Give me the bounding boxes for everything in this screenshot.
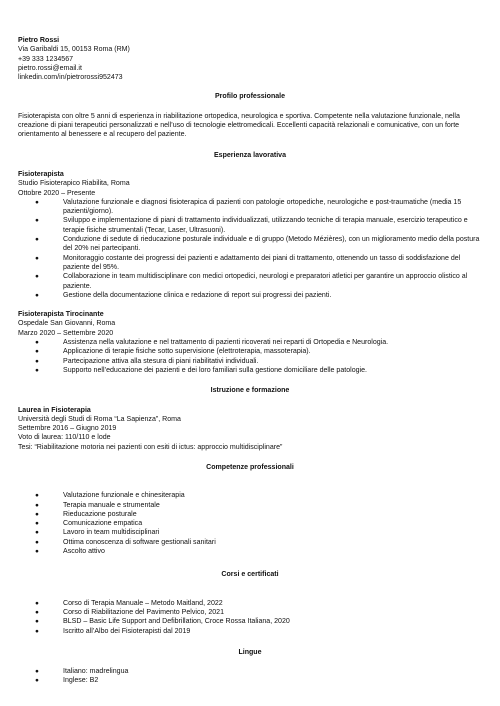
languages-list [18, 667, 482, 686]
job-organization: Studio Fisioterapico Riabilita, Roma [18, 180, 130, 188]
section-title-profile: Profilo professionale [214, 93, 286, 101]
spacer [18, 482, 482, 491]
contact-phone: +39 333 1234567 [18, 55, 74, 63]
list-item: ● Corso di Riabilitazione del Pavimento Pelvico, 2021 [35, 608, 482, 617]
education-grade: Voto di laurea: 110/110 e lode [18, 434, 111, 442]
list-item: ● Assistenza nella valutazione e nel trattamento di pazienti ricoverati nei reparti di Ortopedia e Neurologia. [35, 338, 482, 347]
job-period: Ottobre 2020 – Presente [18, 189, 96, 197]
job-entry [18, 170, 482, 300]
job-bullet-list [18, 198, 482, 300]
list-item: ● Rieducazione posturale [35, 510, 482, 519]
list-item: ● Gestione della documentazione clinica e redazione di report sui progressi dei pazienti. [35, 291, 482, 300]
job-period: Marzo 2020 – Settembre 2020 [18, 329, 114, 337]
job-role: Fisioterapista Tirocinante [18, 311, 104, 319]
education-entry [18, 406, 482, 452]
skills-list [18, 491, 482, 556]
list-item: ● Valutazione funzionale e chinesiterapia [35, 491, 482, 500]
education-school: Università degli Studi di Roma “La Sapienza”, Roma [18, 415, 181, 423]
section-title-experience: Esperienza lavorativa [213, 151, 287, 159]
list-item: ● Partecipazione attiva alla stesura di piani riabilitativi individuali. [35, 357, 482, 366]
job-role: Fisioterapista [18, 170, 64, 178]
list-item: ● Applicazione di terapie fisiche sotto supervisione (elettroterapia, massoterapia). [35, 347, 482, 356]
list-item: ● Terapia manuale e strumentale [35, 501, 482, 510]
contact-block [18, 36, 482, 82]
education-period: Settembre 2016 – Giugno 2019 [18, 425, 117, 433]
education-degree: Laurea in Fisioterapia [18, 406, 91, 414]
contact-email: pietro.rossi@email.it [18, 64, 82, 72]
list-item: ● BLSD – Basic Life Support and Defibrillation, Croce Rossa Italiana, 2020 [35, 617, 482, 626]
courses-list [18, 599, 482, 636]
list-item: ● Conduzione di sedute di rieducazione posturale individuale e di gruppo (Metodo Mézières), con un miglioramento medio della postura del 20% nei partecipanti. [35, 235, 482, 254]
section-title-courses: Corsi e certificati [221, 571, 279, 579]
list-item: ● Inglese: B2 [35, 676, 482, 685]
contact-linkedin: linkedin.com/in/pietrorossi952473 [18, 74, 123, 82]
job-bullet-list [18, 338, 482, 375]
list-item: ● Ottima conoscenza di software gestionali sanitari [35, 538, 482, 547]
candidate-name: Pietro Rossi [18, 37, 60, 44]
section-title-skills: Competenze professionali [206, 463, 294, 471]
list-item: ● Comunicazione empatica [35, 519, 482, 528]
job-entry [18, 310, 482, 375]
contact-address: Via Garibaldi 15, 00153 Roma (RM) [18, 46, 130, 54]
list-item: ● Monitoraggio costante dei progressi dei pazienti e adattamento dei piani di trattamento, ottenendo un tasso di soddisfazione del paziente del 95%. [35, 254, 482, 273]
list-item: ● Valutazione funzionale e diagnosi fisioterapica di pazienti con patologie ortopediche, neurologiche e post-traumatiche (media 15 pazienti/giorno). [35, 198, 482, 217]
list-item: ● Supporto nell’educazione dei pazienti e dei loro familiari sulla gestione domiciliare delle patologie. [35, 366, 482, 375]
list-item: ● Corso di Terapia Manuale – Metodo Maitland, 2022 [35, 599, 482, 608]
education-thesis: Tesi: “Riabilitazione motoria nei pazienti con esiti di ictus: approccio multidisciplinare” [18, 443, 283, 451]
profile-text: Fisioterapista con oltre 5 anni di esperienza in riabilitazione ortopedica, neurologica e sportiva. Competente nella valutazione funzionale, nella creazione di piani terapeutici personalizzati e nell’uso di tecnologie elettromedicali. Eccellenti capacità relazionali e comunicative, con un forte orientamento al benessere e al recupero del paziente. [18, 112, 460, 139]
list-item: ● Sviluppo e implementazione di piani di trattamento individualizzati, utilizzando tecniche di terapia manuale, esercizio terapeutico e terapie fisiche strumentali (Tecar, Laser, Ultrasuoni). [35, 216, 482, 235]
list-item: ● Italiano: madrelingua [35, 667, 482, 676]
section-title-education: Istruzione e formazione [210, 387, 290, 395]
list-item: ● Collaborazione in team multidisciplinare con medici ortopedici, neurologi e preparatori atletici per garantire un approccio olistico al paziente. [35, 272, 482, 291]
list-item: ● Ascolto attivo [35, 547, 482, 556]
spacer [18, 590, 482, 599]
job-organization: Ospedale San Giovanni, Roma [18, 320, 116, 328]
list-item: ● Iscritto all’Albo dei Fisioterapisti dal 2019 [35, 627, 482, 636]
list-item: ● Lavoro in team multidisciplinari [35, 528, 482, 537]
section-title-languages: Lingue [238, 648, 262, 656]
